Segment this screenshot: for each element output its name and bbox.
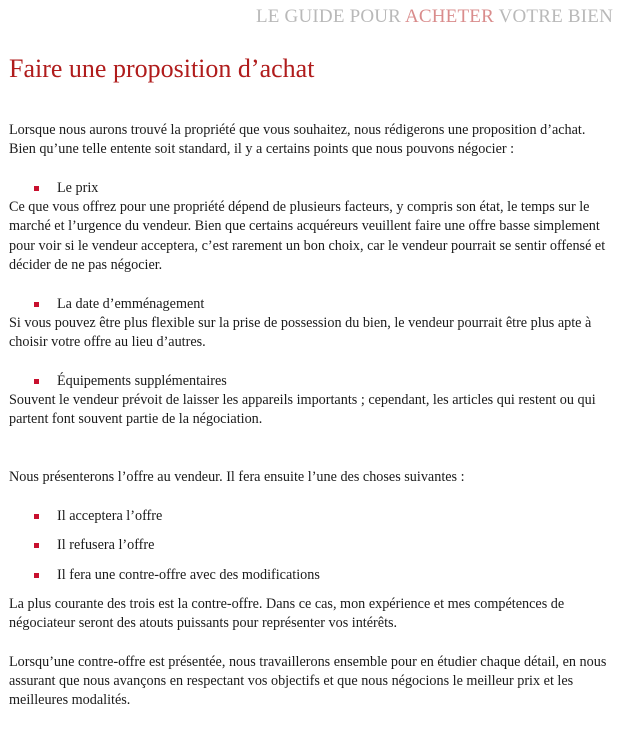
intro-paragraph: Lorsque nous aurons trouvé la propriété que vous souhaitez, nous rédigerons une proposition d’achat. Bien qu’une telle entente soit standard, il y a certains points que nous pouvons négocier : xyxy=(9,122,586,158)
page-title: Faire une proposition d’achat xyxy=(9,54,315,83)
bullet-square-icon xyxy=(34,543,39,548)
negotiation-point-price xyxy=(9,179,615,198)
bullet-square-icon xyxy=(34,379,39,384)
bullet-square-icon xyxy=(34,186,39,191)
bullet-square-icon xyxy=(34,514,39,519)
outcome-item-counter-offer xyxy=(9,566,615,585)
outcome-item-refuse xyxy=(9,536,615,555)
header-text-end: VOTRE BIEN xyxy=(493,6,613,27)
point-description: Ce que vous offrez pour une propriété dépend de plusieurs facteurs, y compris son état, le temps sur le marché et l’urgence du vendeur. Bien que certains acquéreurs veuillent faire une offre basse simplement pour voir si le vendeur acceptera, c’est rarement un bon choix, car le vendeur pourrait se sentir offensé et décider de ne pas négocier. xyxy=(9,199,606,274)
header-text-accent: ACHETER xyxy=(404,6,494,27)
point-description: Si vous pouvez être plus flexible sur la prise de possession du bien, le vendeur pourrait être plus apte à choisir votre offre au lieu d’autres. xyxy=(9,314,592,351)
point-label: Équipements supplémentaires xyxy=(57,372,227,389)
negotiation-point-move-date xyxy=(9,295,615,314)
running-header xyxy=(256,6,613,28)
document-body xyxy=(9,121,615,711)
point-description: Souvent le vendeur prévoit de laisser les appareils importants ; cependant, les articles qui restent ou qui partent font souvent partie de la négociation. xyxy=(9,392,596,428)
header-text-start: LE GUIDE POUR xyxy=(255,6,405,27)
negotiation-point-equipment xyxy=(9,372,615,391)
counter-offer-paragraph: La plus courante des trois est la contre-offre. Dans ce cas, mon expérience et mes compétences de négociateur seront des atouts puissants pour représenter vos intérêts. xyxy=(9,595,565,632)
outcome-label: Il fera une contre-offre avec des modifications xyxy=(57,566,320,583)
bullet-square-icon xyxy=(34,302,39,307)
point-label: Le prix xyxy=(57,179,99,196)
outcome-label: Il refusera l’offre xyxy=(57,537,155,554)
offer-intro-paragraph: Nous présenterons l’offre au vendeur. Il fera ensuite l’une des choses suivantes : xyxy=(9,469,465,486)
outcome-item-accept xyxy=(9,507,615,526)
bullet-square-icon xyxy=(34,573,39,578)
point-label: La date d’emménagement xyxy=(57,295,205,312)
outcome-label: Il acceptera l’offre xyxy=(57,507,163,524)
closing-paragraph: Lorsqu’une contre-offre est présentée, nous travaillerons ensemble pour en étudier chaque détail, en nous assurant que nous avançons en respectant vos objectifs et que nous négocions le meilleur prix et les meilleures modalités. xyxy=(9,653,607,709)
